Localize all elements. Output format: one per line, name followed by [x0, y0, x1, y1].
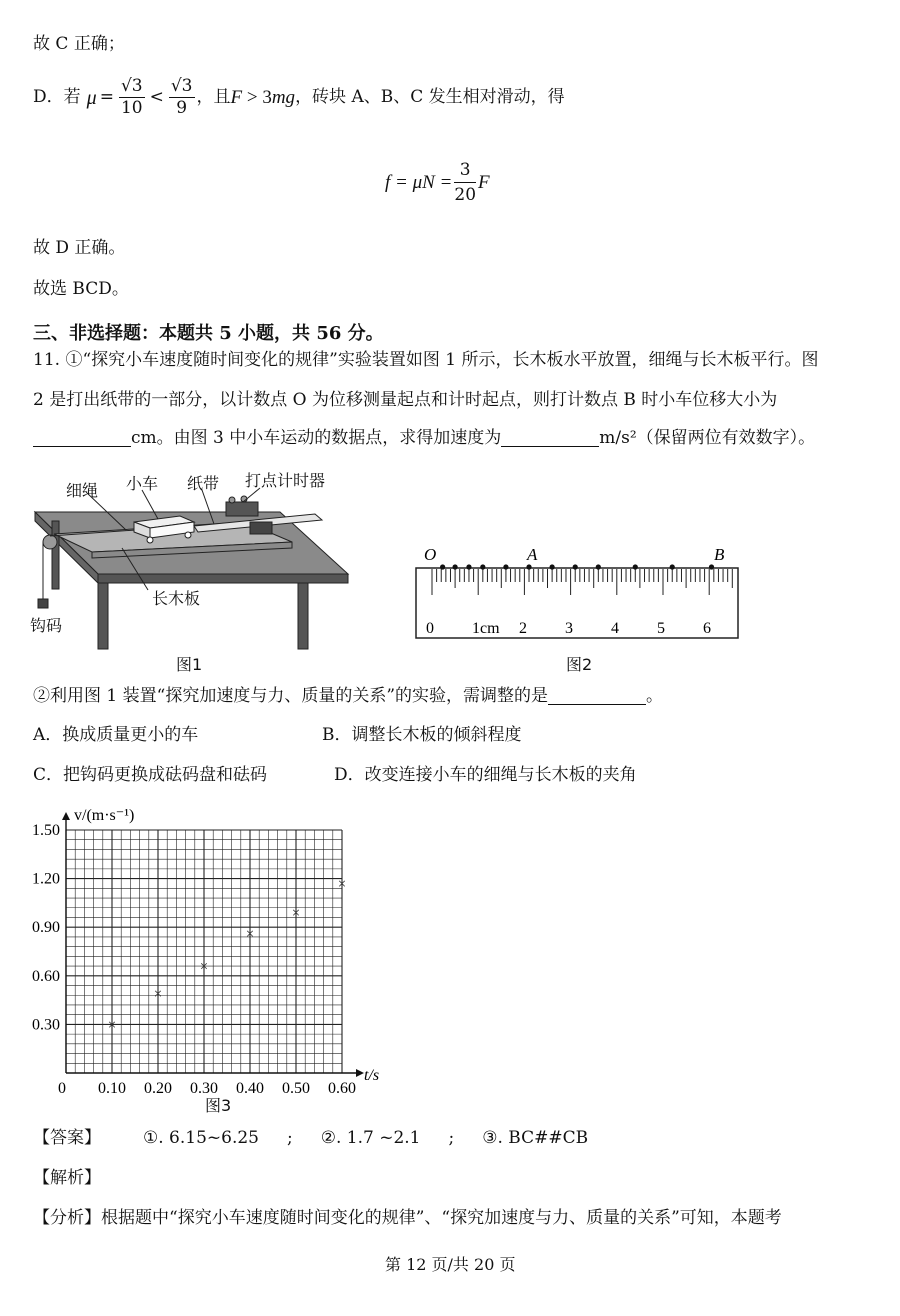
ruler-label-1: 1cm [472, 620, 500, 637]
ruler-label-4: 4 [611, 620, 619, 637]
analysis-label: 【解析】 [33, 1168, 101, 1188]
chart-grid [66, 830, 342, 1073]
page-footer: 第 12 页/共 20 页 [385, 1255, 516, 1274]
d-gt: > 3 [242, 87, 272, 108]
fig1-label-car: 小车 [126, 474, 159, 493]
data-points [108, 876, 346, 1033]
tape-dot [596, 564, 601, 569]
ruler-label-5: 5 [657, 620, 665, 637]
d-eq: = [99, 87, 114, 107]
analysis-intro: 【分析】根据题中“探究小车速度随时间变化的规律”、“探究加速度与力、质量的关系”可知，本题考 [33, 1208, 782, 1228]
fig1-label-rope: 细绳 [66, 481, 99, 500]
blank-3[interactable] [548, 688, 646, 705]
ruler-label-6: 6 [703, 620, 711, 637]
data-point: × [291, 905, 301, 922]
y-tick-label: 0.60 [32, 967, 60, 985]
answer-sep-2: ; [448, 1128, 455, 1148]
point-label-A: A [527, 545, 538, 564]
tape-dot [453, 564, 458, 569]
d-frac-1-den: 10 [120, 98, 143, 118]
d-suffix: ，砖块 A、B、C 发生相对滑动，得 [295, 87, 565, 107]
fig2-caption: 图2 [566, 655, 593, 674]
d-frac-1 [119, 78, 145, 117]
y-tick-label: 1.50 [32, 822, 60, 839]
q11-part-2 [33, 688, 663, 705]
d-correct-line: 故 D 正确。 [33, 238, 126, 258]
fig1-label-timer: 打点计时器 [245, 471, 326, 490]
answer-sep-1: ; [287, 1128, 293, 1148]
fig3-caption: 图3 [205, 1096, 232, 1115]
point-label-O: O [424, 545, 437, 564]
choose-line: 故选 BCD。 [33, 279, 129, 299]
fig1-label-tape: 纸带 [187, 474, 220, 493]
figure-2-ruler [414, 540, 744, 646]
d-lt: < [149, 87, 164, 107]
q11-line-3-unit: m/s²（保留两位有效数字）。 [599, 428, 816, 448]
x-axis-arrow [356, 1069, 364, 1077]
ruler-label-3: 3 [565, 620, 573, 637]
eq-lhs: f = μN = [385, 171, 453, 193]
friction-equation [385, 160, 490, 205]
y-axis-arrow [62, 812, 70, 820]
answer-line [33, 1130, 588, 1147]
option-c: C．把钩码更换成砝码盘和砝码 [33, 765, 268, 785]
answer-3: ③. BC##CB [482, 1128, 589, 1148]
q11-line-2: 2 是打出纸带的一部分，以计数点 O 为位移测量起点和计时起点，则打计数点 B 时小车位移大小为 [33, 390, 778, 410]
x-tick-label: 0.40 [236, 1080, 264, 1094]
eq-num: 3 [454, 160, 476, 183]
tape-dot [550, 564, 555, 569]
eq-frac [454, 160, 476, 205]
x-tick-label: 0.20 [144, 1080, 172, 1094]
d-frac-2 [169, 78, 195, 117]
d-frac-2-num: √3 [170, 76, 193, 96]
figure-3-vt-chart [24, 798, 394, 1094]
d-cond: ，且 [196, 87, 231, 107]
y-axis-label: v/(m·s⁻¹) [74, 807, 135, 824]
section-title: 三、非选择题：本题共 5 小题，共 56 分。 [33, 323, 384, 344]
y-tick-label: 0.30 [32, 1016, 60, 1034]
tape-dot [633, 564, 638, 569]
fig1-label-weight: 钩码 [30, 616, 63, 635]
tape-dot [709, 564, 714, 569]
q11-line-3 [33, 430, 815, 447]
x-axis-label: t/s [364, 1067, 380, 1084]
fig1-caption: 图1 [176, 655, 203, 674]
blank-2[interactable] [501, 430, 599, 447]
q11-part-2-text: ②利用图 1 装置“探究加速度与力、质量的关系”的实验，需调整的是 [33, 686, 549, 706]
x-tick-label: 0 [58, 1080, 66, 1094]
tape-dot [573, 564, 578, 569]
data-point: × [107, 1017, 117, 1034]
d-frac-1-num: √3 [120, 76, 143, 96]
point-label-B: B [714, 545, 725, 564]
c-correct-line: 故 C 正确； [33, 34, 125, 54]
x-tick-label: 0.10 [98, 1080, 126, 1094]
ruler-label-2: 2 [519, 620, 527, 637]
tape-dot [480, 564, 485, 569]
x-tick-label: 0.50 [282, 1080, 310, 1094]
x-tick-labels [58, 1080, 356, 1094]
option-b: B．调整长木板的倾斜程度 [322, 725, 522, 745]
option-d-line [33, 78, 565, 117]
tape-dot [526, 564, 531, 569]
data-point: × [199, 959, 209, 976]
eq-den: 20 [454, 185, 477, 205]
y-tick-label: 1.20 [32, 870, 60, 888]
y-tick-label: 0.90 [32, 919, 60, 937]
blank-1[interactable] [33, 430, 131, 447]
x-tick-label: 0.60 [328, 1080, 356, 1094]
q11-line-3-mid: cm。由图 3 中小车运动的数据点，求得加速度为 [131, 428, 502, 448]
data-point: × [337, 876, 347, 893]
tape-dot [466, 564, 471, 569]
d-prefix: D．若 [33, 87, 81, 107]
answer-label: 【答案】 [33, 1128, 101, 1148]
q11-line-1: 11. ①“探究小车速度随时间变化的规律”实验装置如图 1 所示，长木板水平放置，细绳与长木板平行。图 [33, 350, 819, 370]
option-d: D．改变连接小车的细绳与长木板的夹角 [334, 765, 637, 785]
d-frac-2-den: 9 [176, 98, 188, 118]
x-tick-label: 0.30 [190, 1080, 218, 1094]
tape-dots [440, 564, 714, 569]
d-F: F [230, 87, 243, 108]
tape-dot [670, 564, 675, 569]
data-point: × [245, 926, 255, 943]
tape-dot [503, 564, 508, 569]
answer-2: ②. 1.7 ~2.1 [320, 1128, 421, 1148]
option-a: A．换成质量更小的车 [33, 725, 199, 745]
d-mu: μ [86, 86, 97, 109]
d-mg: mg [271, 87, 296, 108]
ruler-label-0: 0 [426, 620, 434, 637]
eq-F: F [478, 171, 490, 193]
tape-dot [440, 564, 445, 569]
y-tick-labels [32, 822, 60, 1033]
answer-1: ①. 6.15~6.25 [143, 1128, 259, 1148]
fig1-label-board: 长木板 [152, 589, 201, 608]
q11-part-2-end: 。 [646, 686, 664, 706]
data-point: × [153, 986, 163, 1003]
